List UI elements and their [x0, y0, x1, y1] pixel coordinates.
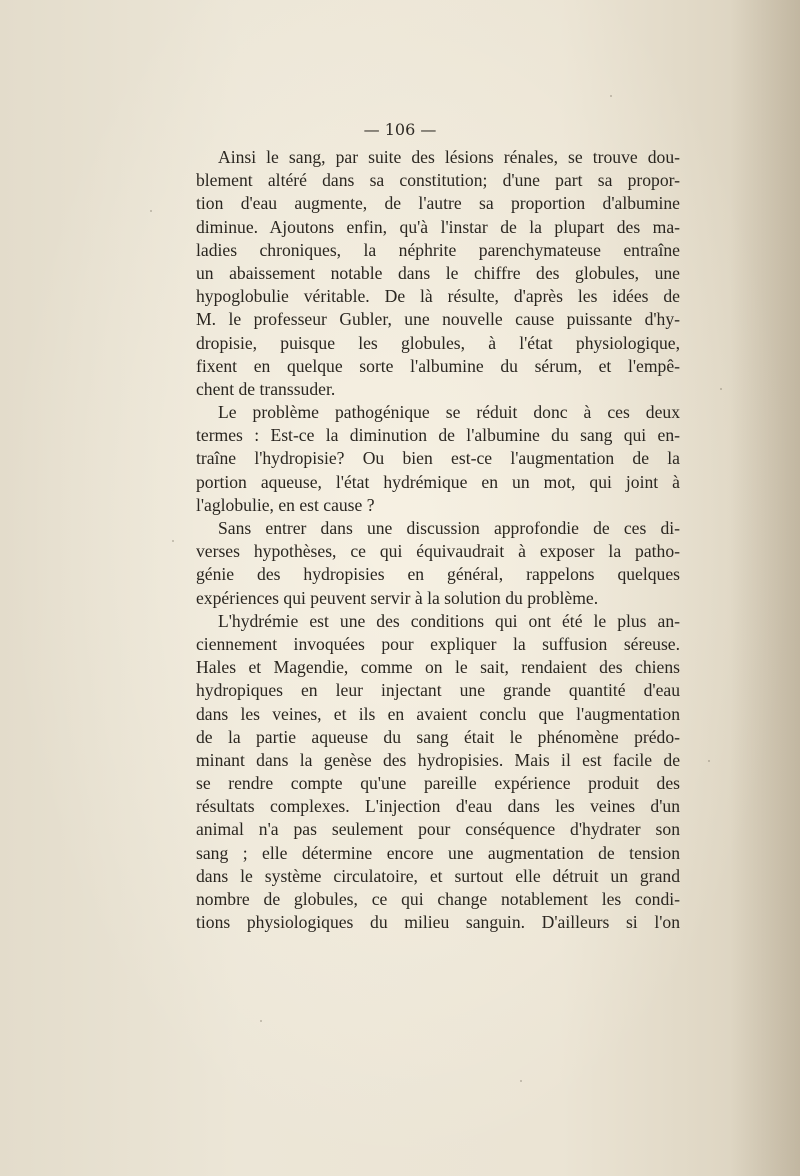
- text-line: L'hydrémie est une des conditions qui ont été le plus an-: [218, 610, 680, 631]
- body-text: [196, 146, 680, 934]
- text-line: de la partie aqueuse du sang était le phénomène prédo-: [196, 726, 680, 747]
- text-line: ladies chroniques, la néphrite parenchymateuse entraîne: [196, 239, 680, 260]
- text-line: hydropiques en leur injectant une grande quantité d'eau: [196, 680, 680, 701]
- page-number: — 106 —: [363, 120, 437, 139]
- text-line: génie des hydropisies en général, rappelons quelques: [196, 564, 680, 585]
- text-line: nombre de globules, ce qui change notablement les condi-: [196, 889, 680, 909]
- text-line: tions physiologiques du milieu sanguin. D'ailleurs si l'on: [196, 912, 680, 933]
- text-line: minant dans la genèse des hydropisies. Mais il est facile de: [196, 749, 680, 770]
- text-line: Ainsi le sang, par suite des lésions rénales, se trouve dou-: [218, 147, 680, 167]
- text-line: dans le système circulatoire, et surtout elle détruit un grand: [196, 865, 680, 886]
- text-line: chent de transsuder.: [196, 378, 336, 399]
- page-edge-shadow: [730, 0, 800, 1176]
- text-line: diminue. Ajoutons enfin, qu'à l'instar de la plupart des ma-: [196, 216, 680, 237]
- text-line: tion d'eau augmente, de l'autre sa proportion d'albumine: [196, 193, 680, 214]
- text-line: Le problème pathogénique se réduit donc à ces deux: [218, 402, 680, 423]
- text-line: verses hypothèses, ce qui équivaudrait à exposer la patho-: [196, 541, 680, 562]
- text-line: hypoglobulie véritable. De là résulte, d'après les idées de: [196, 286, 680, 307]
- text-line: sang ; elle détermine encore une augmentation de tension: [196, 842, 680, 863]
- text-line: animal n'a pas seulement pour conséquence d'hydrater son: [196, 819, 680, 840]
- text-line: dropisie, puisque les globules, à l'état physiologique,: [196, 332, 680, 353]
- text-line: Hales et Magendie, comme on le sait, rendaient des chiens: [196, 657, 680, 678]
- text-line: se rendre compte qu'une pareille expérience produit des: [196, 773, 680, 794]
- text-line: Sans entrer dans une discussion approfondie de ces di-: [218, 518, 680, 538]
- text-line: traîne l'hydropisie? Ou bien est-ce l'augmentation de la: [196, 448, 680, 469]
- text-line: expériences qui peuvent servir à la solution du problème.: [196, 587, 599, 608]
- text-line: fixent en quelque sorte l'albumine du sérum, et l'empê-: [196, 355, 680, 376]
- text-line: un abaissement notable dans le chiffre des globules, une: [196, 262, 680, 283]
- text-line: dans les veines, et ils en avaient conclu que l'augmentation: [196, 703, 680, 724]
- text-line: termes : Est-ce la diminution de l'albumine du sang qui en-: [196, 425, 680, 446]
- text-line: blement altéré dans sa constitution; d'une part sa propor-: [196, 170, 680, 191]
- text-line: M. le professeur Gubler, une nouvelle cause puissante d'hy-: [196, 309, 680, 330]
- text-line: résultats complexes. L'injection d'eau dans les veines d'un: [196, 796, 680, 817]
- text-line: ciennement invoquées pour expliquer la suffusion séreuse.: [196, 633, 680, 654]
- text-line: portion aqueuse, l'état hydrémique en un mot, qui joint à: [196, 471, 680, 492]
- text-line: l'aglobulie, en est cause ?: [196, 494, 375, 515]
